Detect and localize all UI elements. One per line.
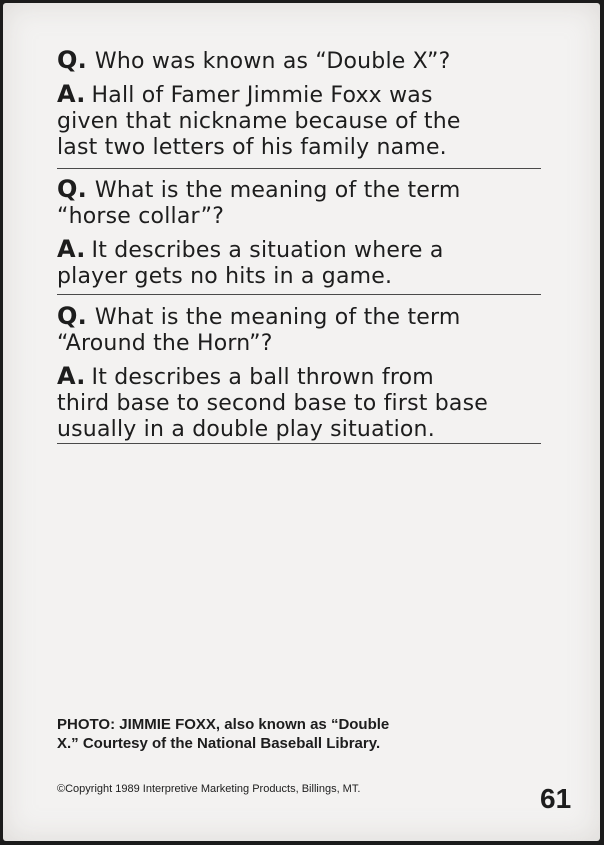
answer-2 [57,236,541,290]
answer-3 [57,363,541,443]
qa-block-3 [57,303,541,444]
question-line: “horse collar”? [57,204,225,229]
a-marker: A. [57,80,86,108]
qa-block-1 [57,47,541,169]
answer-line: last two letters of his family name. [57,135,447,160]
trivia-card [3,3,600,841]
answer-line: usually in a double play situation. [57,417,435,442]
question-line: Who was known as “Double X”? [94,49,451,74]
photo-caption [57,715,547,753]
qa-block-2 [57,176,541,295]
question-3 [57,303,541,331]
answer-1 [57,81,541,161]
q-marker: Q. [57,302,87,330]
question-line: What is the meaning of the term [94,305,461,330]
answer-line: It describes a ball thrown from [91,365,434,390]
question-2 [57,176,541,204]
page-number: 61 [540,783,572,814]
answer-line: given that nickname because of the [57,109,461,134]
a-marker: A. [57,235,86,263]
q-marker: Q. [57,175,87,203]
question-1 [57,47,541,75]
answer-line: third base to second base to first base [57,391,489,416]
answer-line: player gets no hits in a game. [57,264,393,289]
question-line: “Around the Horn”? [57,331,273,356]
answer-line: It describes a situation where a [91,238,444,263]
caption-line: X.” Courtesy of the National Baseball Library. [57,735,381,752]
copyright-notice: ©Copyright 1989 Interpretive Marketing Products, Billings, MT. [57,783,361,795]
question-line: What is the meaning of the term [94,178,461,203]
a-marker: A. [57,362,86,390]
answer-line: Hall of Famer Jimmie Foxx was [91,83,433,108]
caption-line: PHOTO: JIMMIE FOXX, also known as “Double [57,716,390,733]
q-marker: Q. [57,46,87,74]
